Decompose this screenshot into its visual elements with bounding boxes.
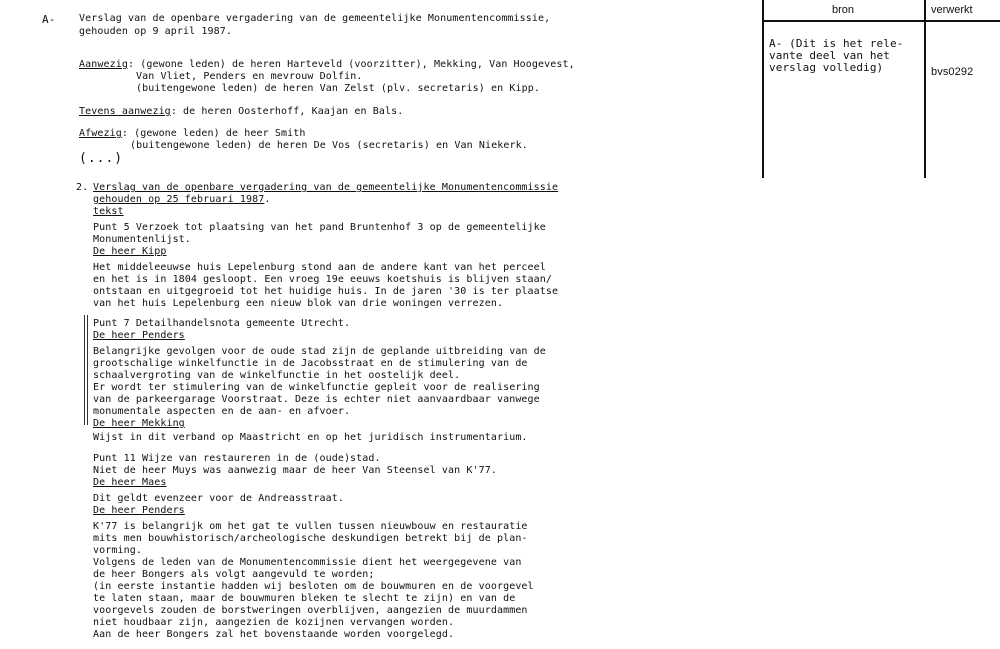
kipp-text-line3: ontstaan en uitgegroeid tot het huidige huis. In de jaren '30 is ter plaatse xyxy=(93,286,559,297)
penders2-text-line10: Aan de heer Bongers zal het bovenstaande worden voorgelegd. xyxy=(93,629,455,640)
also-present-row xyxy=(79,106,403,118)
report-title-line2: gehouden op 9 april 1987. xyxy=(79,26,233,37)
absent-label: Afwezig xyxy=(79,128,122,139)
speaker-penders: De heer Penders xyxy=(93,330,185,341)
item2-heading-row2 xyxy=(93,194,271,206)
bron-text-line3: verslag volledig) xyxy=(769,61,884,74)
speaker-maes: De heer Maes xyxy=(93,477,167,488)
table-border-left xyxy=(762,0,764,178)
penders-text-line6: monumentale aspecten en de aan- en afvoer. xyxy=(93,406,351,417)
column-header-bron: bron xyxy=(832,4,855,16)
margin-bar-left xyxy=(84,315,85,425)
bron-text-line2: vante deel van het xyxy=(769,49,891,62)
bron-text-line1: A- (Dit is het rele- xyxy=(769,37,904,50)
punt11-line1: Punt 11 Wijze van restaureren in de (oude)stad. xyxy=(93,453,381,464)
punt7-title: Punt 7 Detailhandelsnota gemeente Utrecht. xyxy=(93,318,351,329)
column-header-verwerkt: verwerkt xyxy=(931,4,973,16)
present-row1 xyxy=(79,59,575,71)
penders-text-line4: Er wordt ter stimulering van de winkelfunctie gepleit voor de realisering xyxy=(93,382,540,393)
omission-ellipsis: (...) xyxy=(79,151,124,166)
present-text1: : (gewone leden) de heren Harteveld (voorzitter), Mekking, Van Hoogevest, xyxy=(127,59,575,70)
penders2-text-line9: niet houdbaar zijn, aangezien de kozijnen vervangen worden. xyxy=(93,617,455,628)
penders-text-line1: Belangrijke gevolgen voor de oude stad zijn de geplande uitbreiding van de xyxy=(93,346,546,357)
item2-heading-dot: . xyxy=(264,194,271,205)
penders-text-line3: schaalvergroting van de winkelfunctie in het oostelijk deel. xyxy=(93,370,461,381)
also-present-label: Tevens aanwezig xyxy=(79,106,171,117)
present-text2: Van Vliet, Penders en mevrouw Dolfin. xyxy=(136,71,363,82)
report-title-line1: Verslag van de openbare vergadering van de gemeentelijke Monumentencommissie, xyxy=(79,13,551,24)
penders2-text-line7: te laten staan, maar de bouwmuren bleken te slecht te zijn) en van de xyxy=(93,593,516,604)
penders2-text-line6: (in eerste instantie hadden wij besloten om de bouwmuren en de voorgevel xyxy=(93,581,534,592)
present-text3: (buitengewone leden) de heren Van Zelst (plv. secretaris) en Kipp. xyxy=(136,83,540,94)
item2-heading-line1: Verslag van de openbare vergadering van de gemeentelijke Monumentencommissie xyxy=(93,182,559,193)
penders2-text-line5: de heer Bongers als volgt aangevuld te worden; xyxy=(93,569,375,580)
punt5-line2: Monumentenlijst. xyxy=(93,234,191,245)
speaker-mekking: De heer Mekking xyxy=(93,418,185,429)
section-marker: A- xyxy=(42,13,56,26)
punt5-line1: Punt 5 Verzoek tot plaatsing van het pand Bruntenhof 3 op de gemeentelijke xyxy=(93,222,546,233)
item2-heading-line2: gehouden op 25 februari 1987 xyxy=(93,194,265,205)
punt11-line2: Niet de heer Muys was aanwezig maar de heer Van Steensel van K'77. xyxy=(93,465,497,476)
maes-text-line1: Dit geldt evenzeer voor de Andreasstraat. xyxy=(93,493,344,504)
speaker-penders-2: De heer Penders xyxy=(93,505,185,516)
penders2-text-line1: K'77 is belangrijk om het gat te vullen tussen nieuwbouw en restauratie xyxy=(93,521,528,532)
penders2-text-line3: vorming. xyxy=(93,545,142,556)
table-divider xyxy=(924,0,926,178)
penders2-text-line2: mits men bouwhistorisch/archeologische deskundigen betrekt bij de plan- xyxy=(93,533,528,544)
margin-bar-right xyxy=(87,315,88,425)
verwerkt-code: bvs0292 xyxy=(931,66,974,78)
item-number: 2. xyxy=(76,182,89,193)
penders-text-line2: grootschalige winkelfunctie in de Jacobsstraat en de stimulering van de xyxy=(93,358,528,369)
absent-text1: : (gewone leden) de heer Smith xyxy=(121,128,306,139)
absent-row1 xyxy=(79,128,305,140)
table-header-rule xyxy=(762,20,1000,22)
kipp-text-line4: van het huis Lepelenburg een nieuw blok van drie woningen verrezen. xyxy=(93,298,504,309)
penders2-text-line4: Volgens de leden van de Monumentencommissie dient het weergegevene van xyxy=(93,557,522,568)
mekking-text-line1: Wijst in dit verband op Maastricht en op het juridisch instrumentarium. xyxy=(93,432,528,443)
kipp-text-line1: Het middeleeuwse huis Lepelenburg stond aan de andere kant van het perceel xyxy=(93,262,546,273)
speaker-kipp: De heer Kipp xyxy=(93,246,167,257)
absent-text2: (buitengewone leden) de heren De Vos (secretaris) en Van Niekerk. xyxy=(130,140,528,151)
tekst-label: tekst xyxy=(93,206,124,217)
penders-text-line5: van de parkeergarage Voorstraat. Deze is echter niet aanvaardbaar vanwege xyxy=(93,394,540,405)
also-present-text: : de heren Oosterhoff, Kaajan en Bals. xyxy=(170,106,404,117)
kipp-text-line2: en het is in 1804 gesloopt. Een vroeg 19e eeuws koetshuis is blijven staan/ xyxy=(93,274,553,285)
penders2-text-line8: voorgevels zouden de borstweringen overblijven, aangezien de muurdammen xyxy=(93,605,528,616)
present-label: Aanwezig xyxy=(79,59,128,70)
